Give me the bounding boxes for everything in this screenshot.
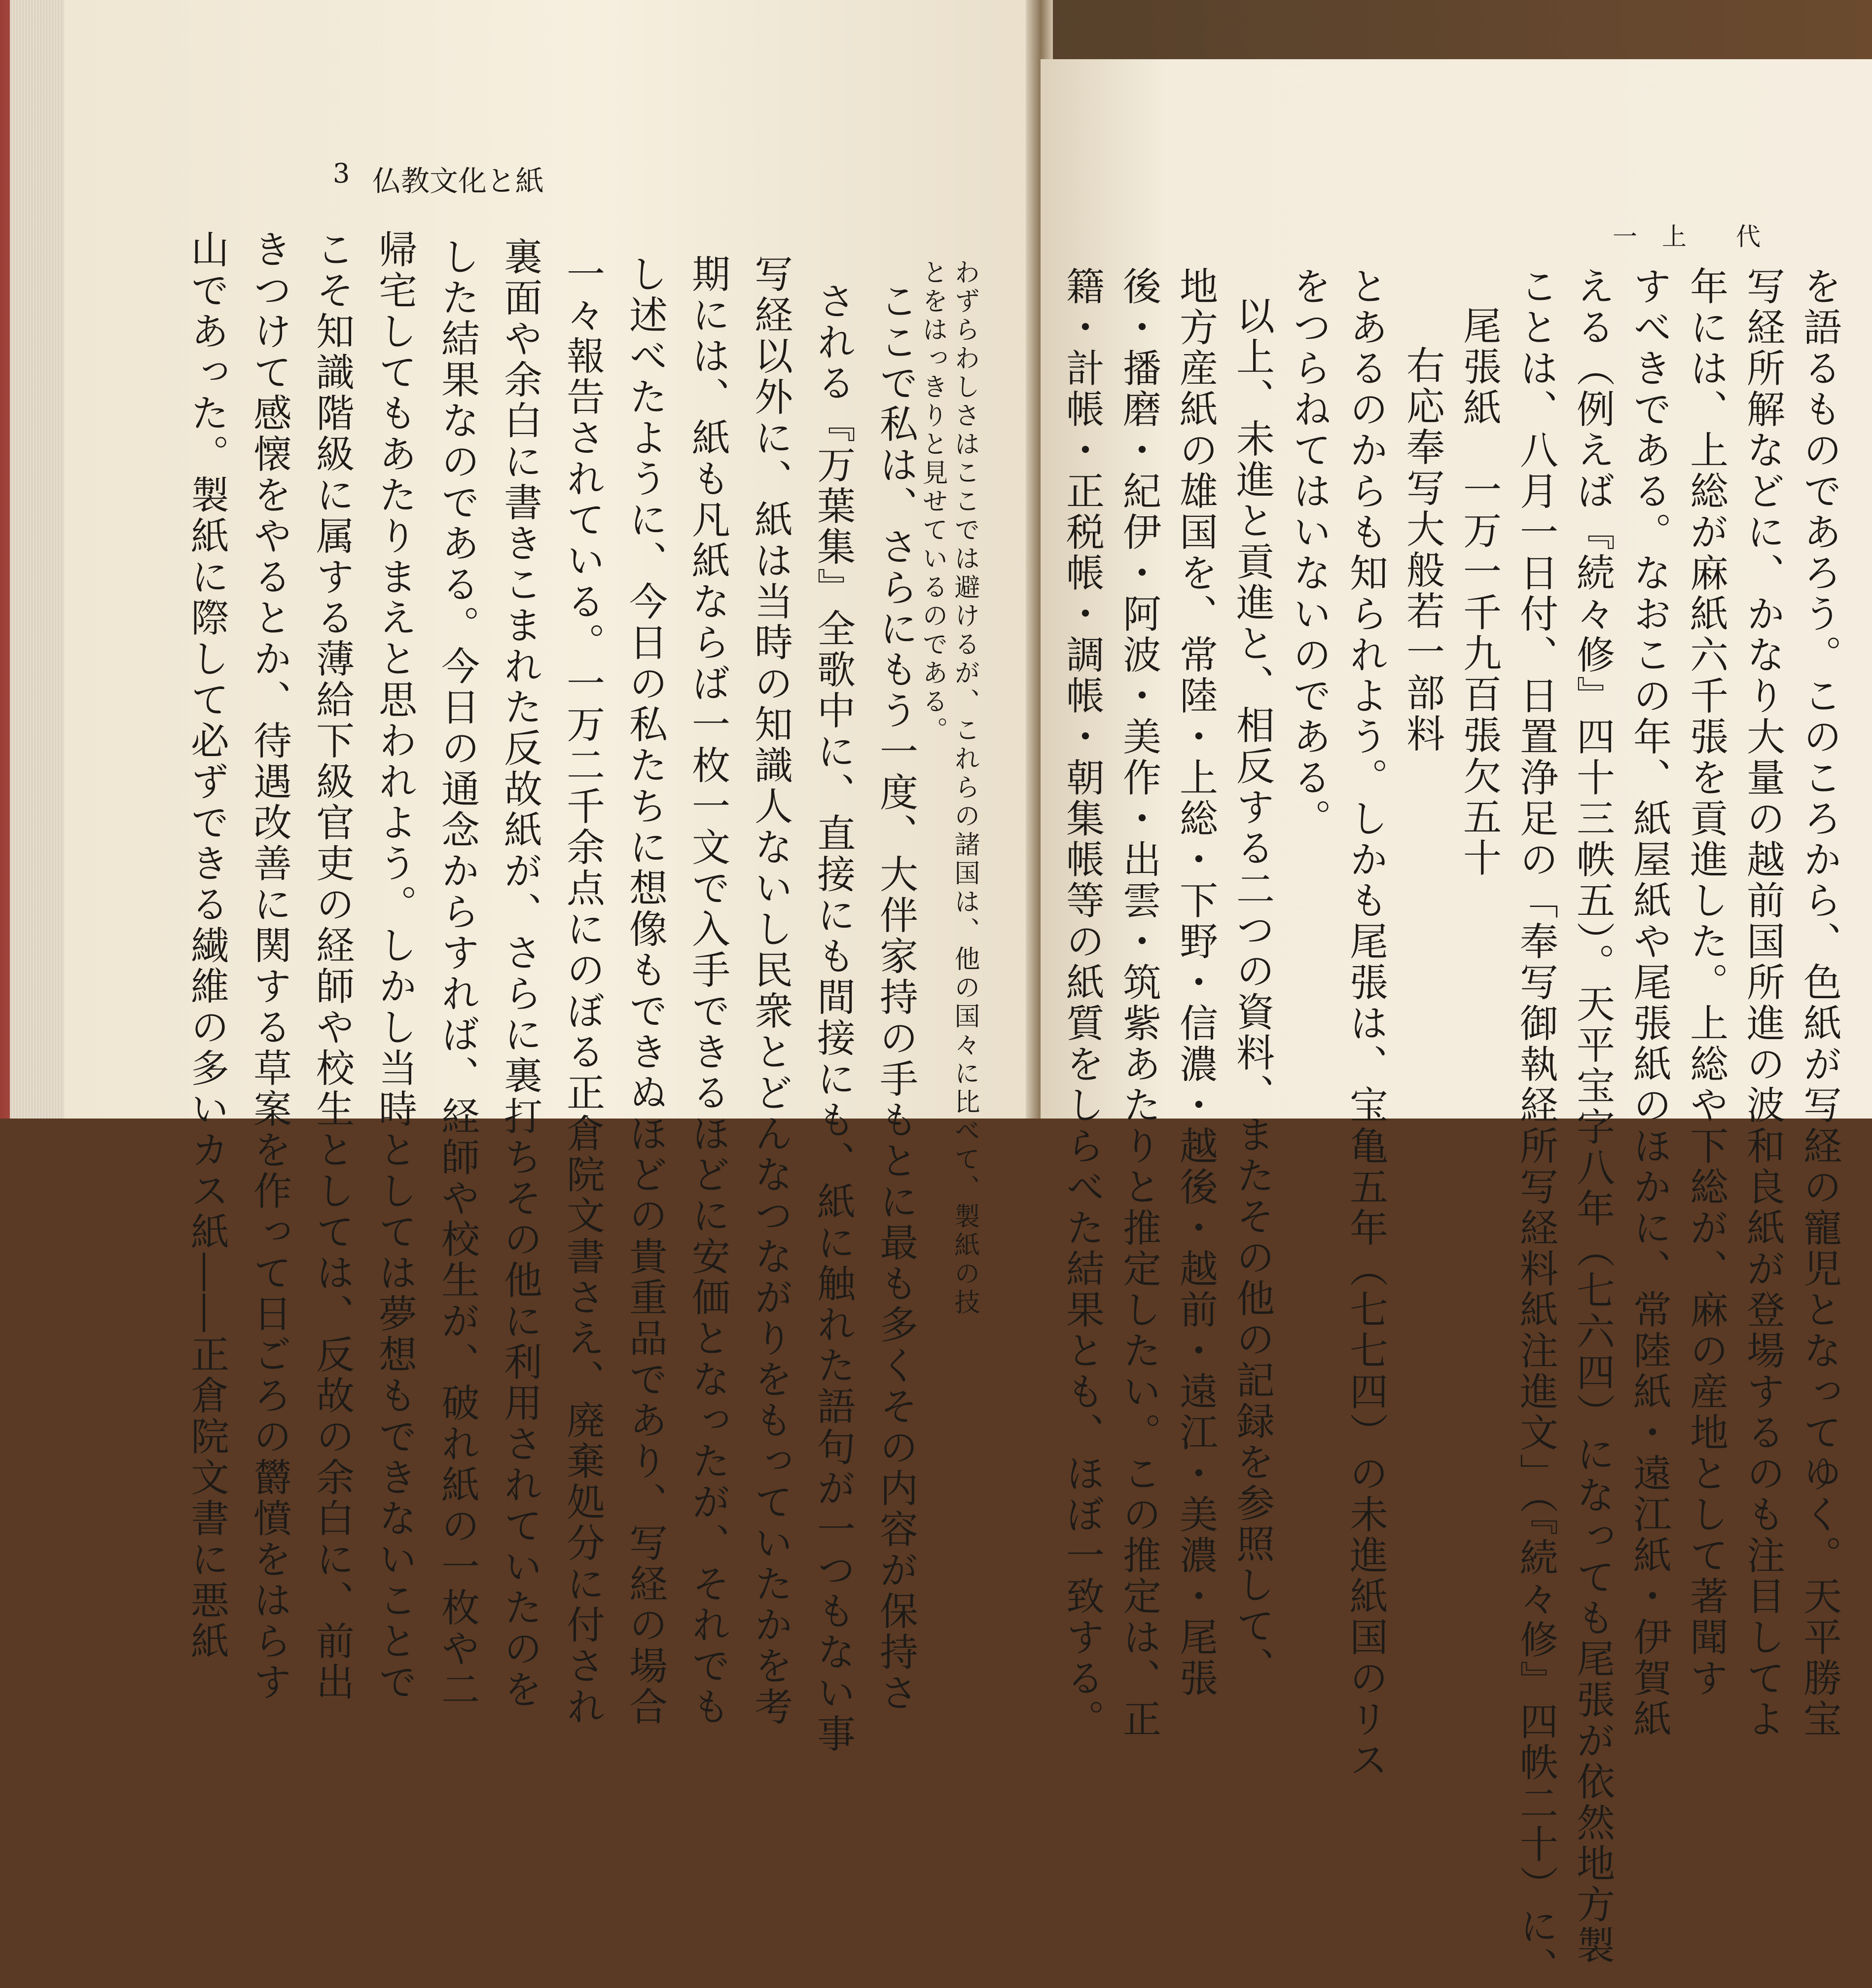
body-line: を語るものであろう。このころから、色紙が写経の寵児となってゆく。天平勝宝	[1797, 266, 1841, 1740]
body-line: 写経以外に、紙は当時の知識人ないし民衆とどんなつながりをもっていたかを考	[748, 254, 792, 1728]
body-line: える（例えば『続々修』四十三帙五）。天平宝字八年（七六四）になっても尾張が依然地方製	[1570, 266, 1615, 1966]
body-line: 尾張紙 一万一千九百張欠五十	[1457, 306, 1501, 879]
note-line: わずらわしさはここでは避けるが、これらの諸国は、他の国々に比べて、製紙の技	[950, 259, 979, 1317]
right-page	[1041, 59, 1872, 1988]
left-running-head: 仏教文化と紙	[372, 164, 544, 198]
body-line: し述べたように、今日の私たちに想像もできぬほどの貴重品であり、写経の場合	[623, 254, 667, 1728]
body-line: した結果なのである。今日の通念からすれば、経師や校生が、破れ紙の一枚や二	[435, 237, 479, 1710]
body-line: 写経所解などに、かなり大量の越前国所進の波和良紙が登場するのも注目してよ	[1740, 266, 1785, 1740]
body-line: とあるのからも知られよう。しかも尾張は、宝亀五年（七七四）の未進紙国のリス	[1343, 266, 1388, 1781]
body-line: 裏面や余白に書きこまれた反故紙が、さらに裏打ちその他に利用されていたのを	[498, 237, 542, 1710]
body-line: される『万葉集』全歌中に、直接にも間接にも、紙に触れた語句が一つもない事	[811, 281, 855, 1755]
body-line: ことは、八月一日付、日置浄足の「奉写御執経所写経料紙注進文」（『続々修』四帙二十）に、	[1513, 266, 1558, 1988]
left-folio-number: 3	[333, 158, 350, 189]
body-line: 籍・計帳・正税帳・調帳・朝集帳等の紙質をしらべた結果とも、ほぼ一致する。	[1060, 266, 1104, 1740]
body-line: 山であった。製紙に際して必ずできる繊維の多いカス紙――正倉院文書に悪紙	[184, 229, 229, 1662]
body-line: 期には、紙も凡紙ならば一枚一文で入手できるほどに安価となったが、それでも	[685, 254, 730, 1728]
body-line: すべきである。なおこの年、紙屋紙や尾張紙のほかに、常陸紙・遠江紙・伊賀紙	[1627, 266, 1671, 1740]
body-line: 年には、上総が麻紙六千張を貢進した。上総や下総が、麻の産地として著聞す	[1684, 266, 1728, 1699]
note-line: とをはっきりと見せているのである。	[918, 259, 947, 745]
body-line: 地方産紙の雄国を、常陸・上総・下野・信濃・越後・越前・遠江・美濃・尾張	[1173, 266, 1218, 1699]
body-line: こそ知識階級に属する薄給下級官吏の経師や校生としては、反故の余白に、前出	[310, 229, 354, 1703]
right-running-head: 一 上 代	[1613, 222, 1761, 251]
body-line: 帰宅してもあたりまえと思われよう。しかし当時としては夢想もできないことで	[372, 229, 417, 1703]
body-line: 以上、未進と貢進と、相反する二つの資料、またその他の記録を参照して、	[1230, 296, 1274, 1688]
body-line: 一々報告されている。一万二千余点にのぼる正倉院文書さえ、廃棄処分に付され	[560, 254, 605, 1728]
body-line: をつらねてはいないのである。	[1287, 266, 1331, 839]
body-line: ここで私は、さらにもう一度、大伴家持の手もとに最も多くその内容が保持さ	[873, 281, 918, 1714]
body-line: 後・播磨・紀伊・阿波・美作・出雲・筑紫あたりと推定したい。この推定は、正	[1116, 266, 1161, 1740]
body-line: きつけて感懐をやるとか、待遇改善に関する草案を作って日ごろの欝憤をはらす	[247, 229, 291, 1703]
left-page	[64, 0, 1033, 1755]
body-line: 右応奉写大般若一部料	[1400, 345, 1444, 755]
